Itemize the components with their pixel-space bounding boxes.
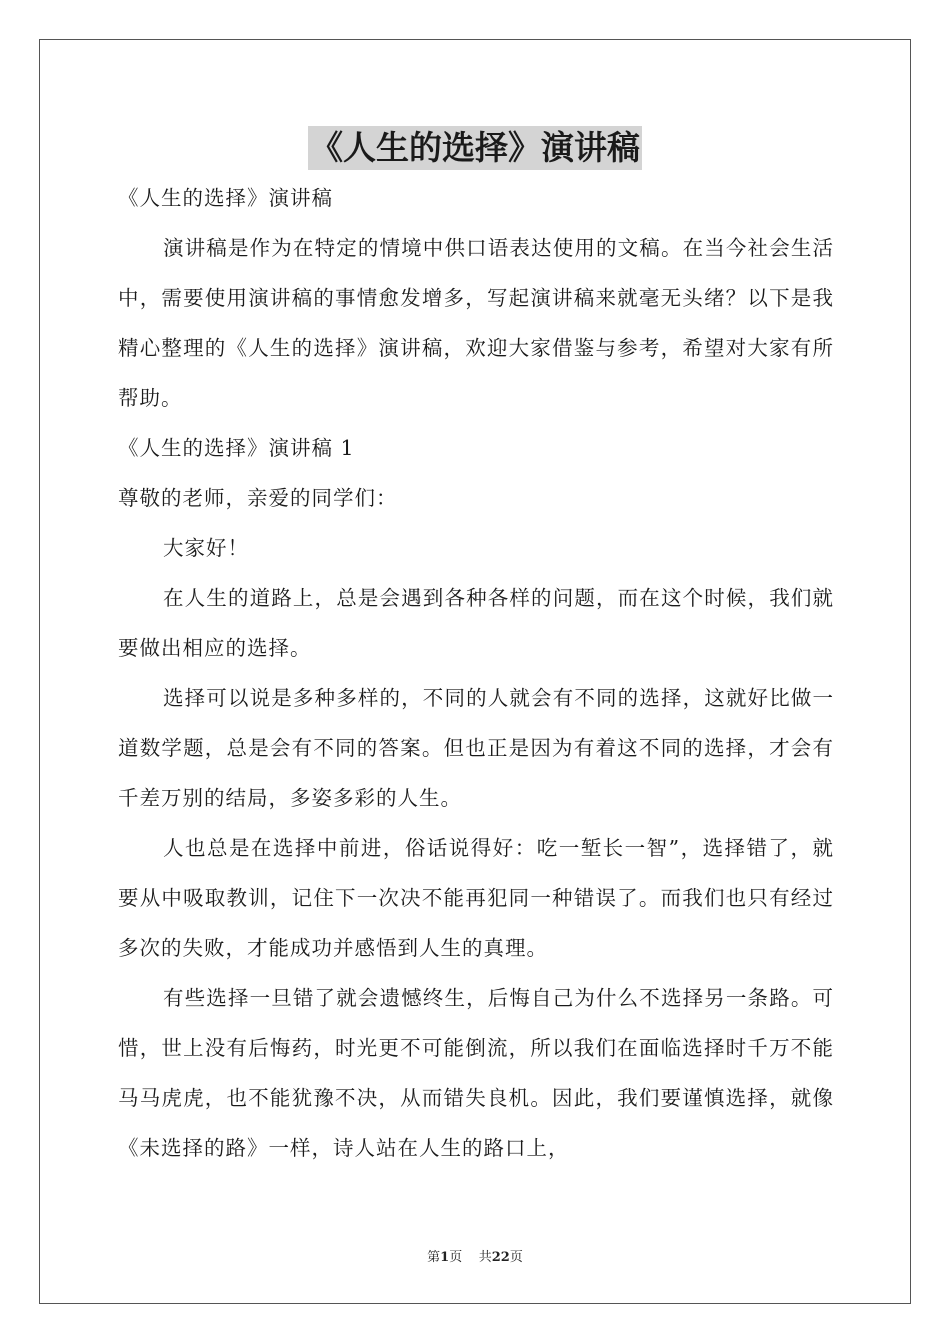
footer-total-suffix: 页 xyxy=(509,1250,523,1265)
document-title: 《人生的选择》演讲稿 xyxy=(308,126,642,170)
paragraph: 演讲稿是作为在特定的情境中供口语表达使用的文稿。在当今社会生活中，需要使用演讲稿的事情愈发增多，写起演讲稿来就毫无头绪？以下是我精心整理的《人生的选择》演讲稿，欢迎大家借鉴与参考，希望对大家有所帮助。 xyxy=(118,236,834,410)
paragraph: 有些选择一旦错了就会遗憾终生，后悔自己为什么不选择另一条路。可惜，世上没有后悔药，时光更不可能倒流，所以我们在面临选择时千万不能马马虎虎，也不能犹豫不决，从而错失良机。因此，我们要谨慎选择，就像《未选择的路》一样，诗人站在人生的路口上， xyxy=(118,986,834,1160)
footer-prefix: 第 xyxy=(427,1250,441,1265)
total-pages: 22 xyxy=(491,1250,510,1265)
footer-page-suffix: 页 xyxy=(449,1250,463,1265)
paragraph: 《人生的选择》演讲稿 1 xyxy=(118,436,355,460)
paragraph: 大家好！ xyxy=(163,536,249,560)
paragraph: 选择可以说是多种多样的，不同的人就会有不同的选择，这就好比做一道数学题，总是会有不同的答案。但也正是因为有着这不同的选择，才会有千差万别的结局，多姿多彩的人生。 xyxy=(118,686,834,810)
title-area xyxy=(0,126,950,170)
document-body xyxy=(118,173,834,1173)
paragraph: 《人生的选择》演讲稿 xyxy=(118,186,333,210)
footer-total-prefix: 共 xyxy=(478,1250,492,1265)
page-footer xyxy=(0,1246,950,1265)
paragraph: 在人生的道路上，总是会遇到各种各样的问题，而在这个时候，我们就要做出相应的选择。 xyxy=(118,586,834,660)
paragraph: 尊敬的老师，亲爱的同学们： xyxy=(118,486,398,510)
page-number: 1 xyxy=(440,1250,450,1265)
paragraph: 人也总是在选择中前进，俗话说得好：吃一堑长一智”，选择错了，就要从中吸取教训，记住下一次决不能再犯同一种错误了。而我们也只有经过多次的失败，才能成功并感悟到人生的真理。 xyxy=(118,836,834,960)
